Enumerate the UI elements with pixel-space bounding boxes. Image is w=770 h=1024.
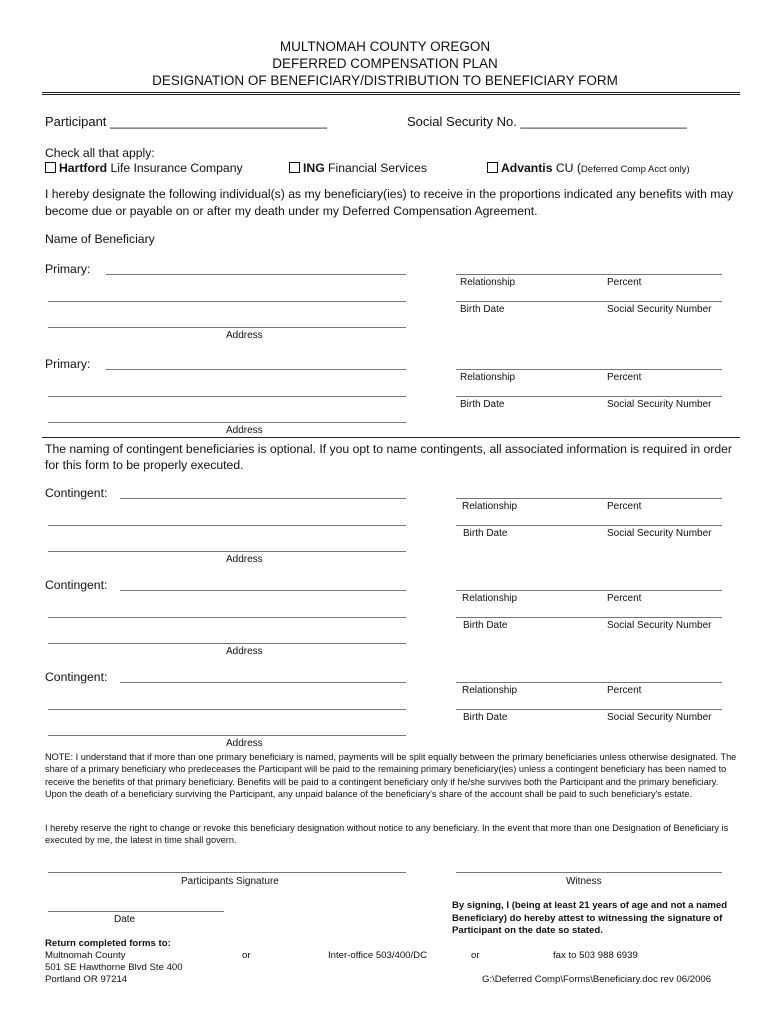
witness-signature-line[interactable]: [456, 872, 722, 873]
beneficiary-line-2[interactable]: [48, 396, 406, 397]
header-line-2: DEFERRED COMPENSATION PLAN: [272, 56, 498, 71]
address-label: Address: [226, 330, 263, 341]
fax-label: fax to 503 988 6939: [553, 950, 638, 961]
birth-date-label: Birth Date: [460, 304, 505, 315]
beneficiary-name-line[interactable]: [120, 590, 406, 591]
birth-date-label: Birth Date: [460, 399, 505, 410]
birth-date-label: Birth Date: [463, 528, 508, 539]
participant-signature-line[interactable]: [48, 872, 406, 873]
contingent-rule: [42, 437, 740, 438]
percent-label: Percent: [607, 685, 642, 696]
option-hartford[interactable]: [45, 161, 243, 175]
percent-label: Percent: [607, 277, 642, 288]
witness-label: Witness: [566, 876, 602, 887]
relationship-label: Relationship: [460, 277, 516, 288]
relationship-label: Relationship: [462, 685, 518, 696]
option-advantis-bold: Advantis: [501, 161, 553, 175]
beneficiary-line-2[interactable]: [48, 301, 406, 302]
option-hartford-rest: Life Insurance Company: [107, 161, 243, 175]
birth-date-label: Birth Date: [463, 620, 508, 631]
ssn-label: Social Security Number: [607, 528, 712, 539]
primary-label: Primary:: [45, 262, 91, 276]
birthdate-ssn-line[interactable]: [456, 525, 722, 526]
beneficiary-line-2[interactable]: [48, 525, 406, 526]
ssn-label: Social Security Number: [607, 620, 712, 631]
return-line-3: Portland OR 97214: [45, 974, 128, 985]
or-label-2: or: [471, 950, 480, 961]
primary-label: Primary:: [45, 357, 91, 371]
option-advantis-small: Deferred Comp Acct only): [580, 164, 690, 175]
relationship-label: Relationship: [462, 593, 518, 604]
address-label: Address: [226, 554, 263, 565]
ssn-label: Social Security Number: [607, 399, 712, 410]
beneficiary-address-line[interactable]: [48, 327, 406, 328]
witness-statement: By signing, I (being at least 21 years of age and not a named Beneficiary) do hereby attest to witnessing the signature of Participant on the date so stated.: [452, 900, 728, 936]
beneficiary-name-line[interactable]: [106, 369, 406, 370]
note-text: NOTE: I understand that if more than one primary beneficiary is named, payments will be split equally between the primary beneficiaries unless otherwise designated. The share of a primary beneficiary who predeceases the Participant will be paid to the remaining primary beneficiary(ies) unless a contingent beneficiary has been named to receive the benefits of that primary beneficiary. Benefits will be paid to a contingent beneficiary only if he/she survives both the Participant and the primary beneficiary. Upon the death of a beneficiary surviving the Participant, any unpaid balance of the beneficiary's share of the account shall be paid to such beneficiary's estate.: [45, 752, 737, 799]
ssn-field[interactable]: Social Security No. _______________________: [407, 114, 687, 129]
address-label: Address: [226, 425, 263, 436]
date-line[interactable]: [48, 911, 224, 912]
relationship-percent-line[interactable]: [456, 498, 722, 499]
return-heading: Return completed forms to:: [45, 938, 171, 949]
percent-label: Percent: [607, 372, 642, 383]
date-label: Date: [114, 914, 136, 925]
header-line-1: MULTNOMAH COUNTY OREGON: [279, 39, 491, 54]
beneficiary-line-2[interactable]: [48, 709, 406, 710]
relationship-percent-line[interactable]: [456, 369, 722, 370]
beneficiary-address-line[interactable]: [48, 735, 406, 736]
relationship-percent-line[interactable]: [456, 590, 722, 591]
option-hartford-bold: Hartford: [59, 161, 108, 175]
checkbox-icon[interactable]: [289, 162, 300, 173]
or-label-1: or: [242, 950, 251, 961]
relationship-percent-line[interactable]: [456, 682, 722, 683]
participants-signature-label: Participants Signature: [181, 876, 279, 887]
relationship-percent-line[interactable]: [456, 274, 722, 275]
reserve-text: I hereby reserve the right to change or revoke this beneficiary designation without notice to any beneficiary. In the event that more than one Designation of Beneficiary is executed by me, the latest in time shall govern.: [45, 823, 729, 846]
return-line-1: Multnomah County: [45, 950, 126, 961]
birthdate-ssn-line[interactable]: [456, 709, 722, 710]
contingent-note: The naming of contingent beneficiaries is optional. If you opt to name contingents, all associated information is required in order for this form to be properly executed.: [45, 442, 732, 472]
check-all-label: Check all that apply:: [45, 146, 155, 160]
percent-label: Percent: [607, 593, 642, 604]
birthdate-ssn-line[interactable]: [456, 617, 722, 618]
header-rule-top: [42, 92, 740, 93]
checkbox-icon[interactable]: [45, 162, 56, 173]
beneficiary-line-2[interactable]: [48, 617, 406, 618]
header-rule-bottom: [42, 94, 740, 95]
percent-label: Percent: [607, 501, 642, 512]
address-label: Address: [226, 646, 263, 657]
option-advantis[interactable]: [487, 161, 690, 175]
beneficiary-address-line[interactable]: [48, 643, 406, 644]
birth-date-label: Birth Date: [463, 712, 508, 723]
birthdate-ssn-line[interactable]: [456, 301, 722, 302]
beneficiary-name-line[interactable]: [120, 682, 406, 683]
interoffice-label: Inter-office 503/400/DC: [328, 950, 428, 961]
participant-field[interactable]: Participant ______________________________: [45, 114, 327, 129]
relationship-label: Relationship: [462, 501, 518, 512]
option-advantis-rest: CU (: [552, 161, 581, 175]
ssn-label: Social Security Number: [607, 712, 712, 723]
contingent-label: Contingent:: [45, 486, 108, 500]
footer-path: G:\Deferred Comp\Forms\Beneficiary.doc rev 06/2006: [482, 974, 712, 985]
beneficiary-name-line[interactable]: [120, 498, 406, 499]
option-ing-bold: ING: [303, 161, 325, 175]
option-ing-rest: Financial Services: [324, 161, 427, 175]
contingent-label: Contingent:: [45, 578, 108, 592]
address-label: Address: [226, 738, 263, 749]
checkbox-icon[interactable]: [487, 162, 498, 173]
contingent-label: Contingent:: [45, 670, 108, 684]
ssn-label: Social Security Number: [607, 304, 712, 315]
beneficiary-address-line[interactable]: [48, 551, 406, 552]
beneficiary-name-line[interactable]: [106, 274, 406, 275]
return-line-2: 501 SE Hawthorne Blvd Ste 400: [45, 962, 183, 973]
option-ing[interactable]: [289, 161, 427, 175]
birthdate-ssn-line[interactable]: [456, 396, 722, 397]
beneficiary-address-line[interactable]: [48, 422, 406, 423]
designate-text: I hereby designate the following individual(s) as my beneficiary(ies) to receive in the proportions indicated any benefits with may become due or payable on or after my death under my Deferred Compensation Agreement.: [45, 187, 734, 218]
relationship-label: Relationship: [460, 372, 516, 383]
name-of-beneficiary-label: Name of Beneficiary: [45, 232, 155, 246]
form-title: DESIGNATION OF BENEFICIARY/DISTRIBUTION TO BENEFICIARY FORM: [152, 73, 618, 88]
